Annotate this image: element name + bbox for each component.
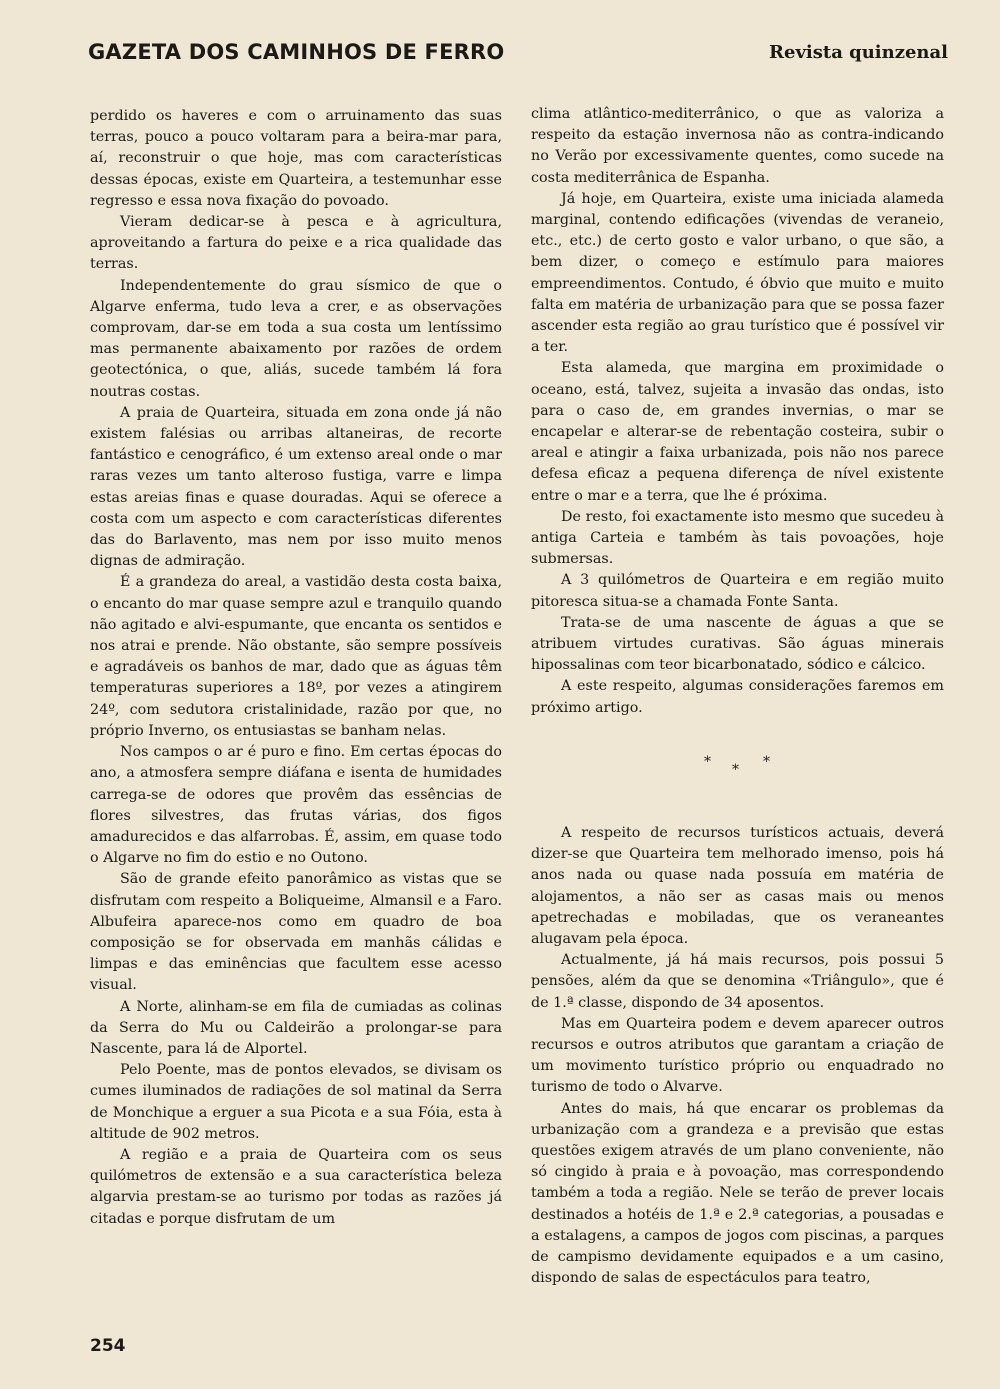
journal-subtitle: Revista quinzenal — [769, 42, 948, 63]
section-separator — [531, 719, 944, 823]
paragraph: Independentemente do grau sísmico de que o Algarve enferma, tudo leva a crer, e as observações comprovam, dar-se em toda a sua costa um lentíssimo mas permanente abaixamento por razões de ordem geotectónica, o que, aliás, sucede também lá fora noutras costas. — [90, 277, 502, 400]
paragraph: Mas em Quarteira podem e devem aparecer outros recursos e outros atributos que garantam a criação de um movimento turístico próprio ou enquadrado no turismo de todo o Alvarve. — [531, 1015, 944, 1096]
paragraph: A este respeito, algumas considerações faremos em próximo artigo. — [531, 678, 944, 716]
left-column — [90, 106, 502, 1230]
asterisk: * — [732, 761, 739, 778]
asterisk: * — [704, 753, 711, 770]
paragraph: clima atlântico-mediterrânico, o que as valoriza a respeito da estação invernosa não as contra-indicando no Verão por excessivamente quentes, como sucede na costa mediterrânica de Espanha. — [531, 106, 944, 186]
paragraph: De resto, foi exactamente isto mesmo que sucedeu à antiga Carteia e também às tais povoações, hoje submersas. — [531, 508, 944, 568]
paragraph: A 3 quilómetros de Quarteira e em região muito pitoresca situa-se a chamada Fonte Santa. — [531, 572, 944, 610]
paragraph: Nos campos o ar é puro e fino. Em certas épocas do ano, a atmosfera sempre diáfana e isenta de humidades carrega-se de odores que provêm das essências de flores silvestres, das frutas várias, dos figos amadurecidos e das alfarrobas. É, assim, em quase todo o Algarve no fim do estio e no Outono. — [90, 744, 502, 867]
paragraph: Esta alameda, que margina em proximidade o oceano, está, talvez, sujeita a invasão das ondas, isto para o caso de, em grandes invernias, o mar se encapelar e alterar-se de rebentação costeira, subir o areal e atingir a faixa urbanizada, pois não nos parece defesa eficaz a pequena diferença de nível existente entre o mar e a terra, que lhe é próxima. — [531, 360, 944, 504]
paragraph: Pelo Poente, mas de pontos elevados, se divisam os cumes iluminados de radiações de sol matinal da Serra de Monchique a erguer a sua Picota e a sua Fóia, esta à altitude de 902 metros. — [90, 1062, 502, 1142]
paragraph: A região e a praia de Quarteira com os seus quilómetros de extensão e a sua característica beleza algarvia prestam-se ao turismo por todas as razões já citadas e porque disfrutam de um — [90, 1146, 502, 1227]
paragraph: Antes do mais, há que encarar os problemas da urbanização com a grandeza e a previsão que estas questões exigem através de um plano conveniente, não só cingido à praia e à povoação, mas correspondendo também a toda a região. Nele se terão de prever locais destinados a hotéis de 1.ª e 2.ª categorias, a pousadas e a estalagens, a campos de jogos com piscinas, a parques de campismo devidamente equipados e a um casino, dispondo de salas de espectáculos para teatro, — [531, 1100, 944, 1287]
page-header — [86, 36, 948, 76]
paragraph: Vieram dedicar-se à pesca e à agricultura, aproveitando a fartura do peixe e a rica qualidade das terras. — [90, 214, 502, 273]
journal-title: GAZETA DOS CAMINHOS DE FERRO — [88, 40, 505, 64]
asterisk: * — [763, 753, 770, 770]
paragraph: A respeito de recursos turísticos actuais, deverá dizer-se que Quarteira tem melhorado imenso, pois há anos nada ou quase nada possuía em matéria de alojamentos, a não ser as casas mais ou menos apetrechadas e mobiladas, que os veraneantes alugavam pela época. — [531, 824, 944, 947]
right-column — [531, 104, 944, 1289]
paragraph: Trata-se de uma nascente de águas a que se atribuem virtudes curativas. São águas minerais hipossalinas com teor bicarbonatado, sódico e cálcico. — [531, 614, 944, 674]
page-number: 254 — [90, 1336, 126, 1356]
paragraph: Já hoje, em Quarteira, existe uma iniciada alameda marginal, contendo edificações (vivendas de veraneio, etc., etc.) de certo gosto e valor urbano, o que são, a bem dizer, o começo e estímulo para maiores empreendimentos. Contudo, é óbvio que muito e muito falta em matéria de urbanização para que se possa fazer ascender esta região ao grau turístico que é possível vir a ter. — [531, 190, 944, 356]
paragraph: São de grande efeito panorâmico as vistas que se disfrutam com respeito a Boliqueime, Almansil e a Faro. Albufeira aparece-nos como em quadro de boa composição se for observada em manhãs cálidas e limpas e das eminências que facultem esse acesso visual. — [90, 871, 502, 994]
paragraph: A Norte, alinham-se em fila de cumiadas as colinas da Serra do Mu ou Caldeirão a prolongar-se para Nascente, para lá de Alportel. — [90, 998, 502, 1057]
paragraph: É a grandeza do areal, a vastidão desta costa baixa, o encanto do mar quase sempre azul e tranquilo quando não agitado e alvi-espumante, que encanta os sentidos e nos atrai e prende. Não obstante, são sempre possíveis e agradáveis os banhos de mar, dado que as águas têm temperaturas superiores a 18º, por vezes a atingirem 24º, com sedutora cristalinidade, razão por que, no próprio Inverno, os entusiastas se banham nelas. — [90, 574, 502, 739]
paragraph: perdido os haveres e com o arruinamento das suas terras, pouco a pouco voltaram para a beira-mar para, aí, reconstruir o que hoje, mas com características dessas épocas, existe em Quarteira, a testemunhar esse regresso e essa nova fixação do povoado. — [90, 108, 502, 209]
paragraph: A praia de Quarteira, situada em zona onde já não existem falésias ou arribas altaneiras, de recorte fantástico e cenográfico, é um extenso areal onde o mar raras vezes um tanto alteroso fustiga, varre e limpa estas areias finas e quase douradas. Aqui se oferece a costa com um aspecto e com características diferentes das do Barlavento, mas nem por isso muito menos dignas de admiração. — [90, 404, 502, 570]
paragraph: Actualmente, já há mais recursos, pois possui 5 pensões, além da que se denomina «Triângulo», que é de 1.ª classe, dispondo de 34 aposentos. — [531, 952, 944, 1011]
